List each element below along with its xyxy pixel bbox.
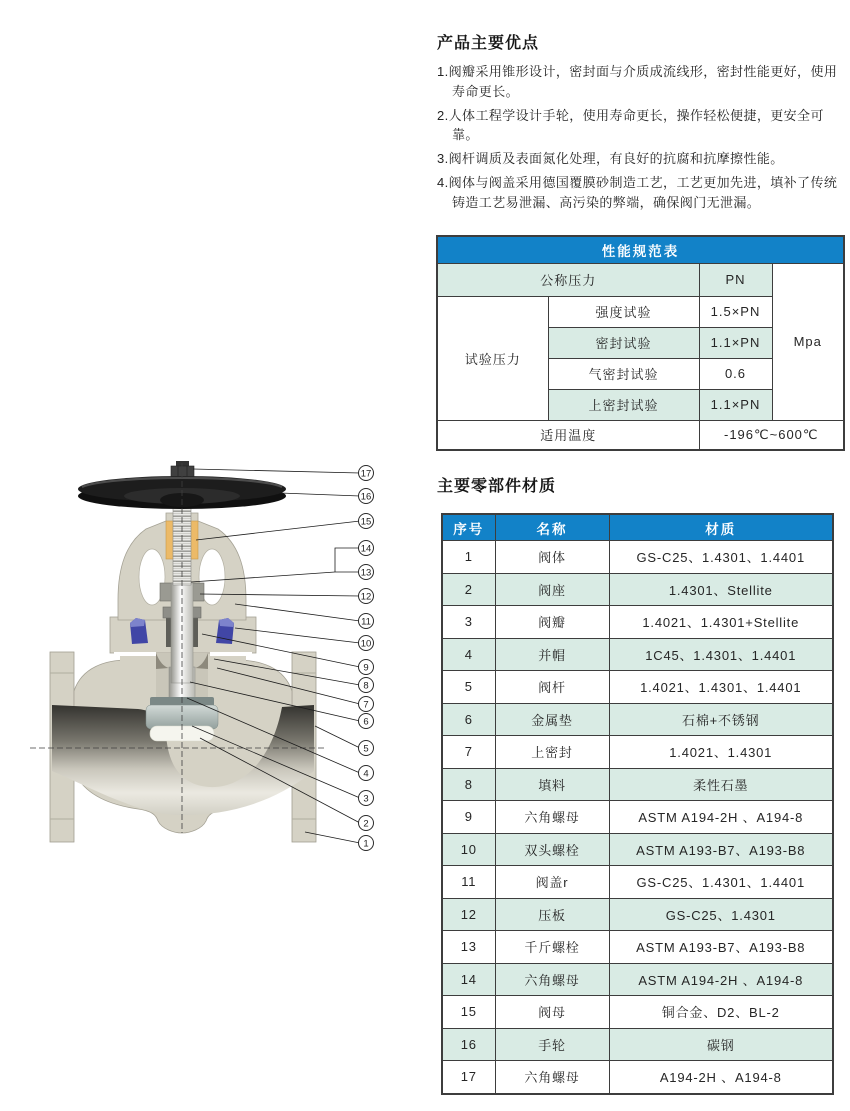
advantage-item-3: 3.阀杆调质及表面氮化处理，有良好的抗腐和抗摩擦性能。 — [437, 151, 784, 166]
row-name: 阀杆 — [495, 671, 609, 704]
row-material: 柔性石墨 — [609, 768, 833, 801]
row-no: 16 — [442, 1028, 495, 1061]
materials-header-no: 序号 — [442, 514, 495, 541]
callout-2 — [359, 816, 374, 831]
row-material: 1.4021、1.4301、1.4401 — [609, 671, 833, 704]
row-no: 13 — [442, 931, 495, 964]
table-row — [442, 736, 833, 769]
row-no: 11 — [442, 866, 495, 899]
svg-text:5: 5 — [363, 743, 369, 755]
row-no: 15 — [442, 996, 495, 1029]
table-row — [442, 1028, 833, 1061]
row-no: 6 — [442, 703, 495, 736]
row-name: 阀母 — [495, 996, 609, 1029]
row-no: 5 — [442, 671, 495, 704]
test-name-backseat: 上密封试验 — [548, 389, 699, 420]
row-name: 阀盖r — [495, 866, 609, 899]
row-name: 填料 — [495, 768, 609, 801]
row-no: 12 — [442, 898, 495, 931]
row-no: 4 — [442, 638, 495, 671]
row-material: ASTM A193-B7、A193-B8 — [609, 931, 833, 964]
table-row — [442, 573, 833, 606]
test-name-strength: 强度试验 — [548, 296, 699, 327]
svg-text:6: 6 — [363, 716, 369, 728]
advantages-title: 产品主要优点 — [437, 35, 540, 52]
callout-8 — [359, 678, 374, 693]
svg-text:1: 1 — [363, 838, 369, 850]
row-material: ASTM A193-B7、A193-B8 — [609, 833, 833, 866]
callout-16 — [359, 489, 374, 504]
advantage-item-4: 4.阀体与阀盖采用德国覆膜砂制造工艺，工艺更加先进，填补了传统铸造工艺易泄漏、高污染的弊端，确保阀门无泄漏。 — [437, 174, 838, 210]
row-material: 1C45、1.4301、1.4401 — [609, 638, 833, 671]
svg-text:10: 10 — [360, 638, 372, 650]
row-no: 17 — [442, 1061, 495, 1094]
row-material: GS-C25、1.4301、1.4401 — [609, 866, 833, 899]
row-name: 阀座 — [495, 573, 609, 606]
svg-text:11: 11 — [361, 616, 371, 628]
row-name: 上密封 — [495, 736, 609, 769]
performance-spec-table — [436, 235, 845, 451]
row-material: A194-2H 、A194-8 — [609, 1061, 833, 1094]
table-row — [442, 833, 833, 866]
callout-11 — [359, 614, 374, 629]
table-row — [442, 638, 833, 671]
test-value-seal: 1.1×PN — [699, 327, 772, 358]
gasket-gap-right — [210, 652, 252, 656]
row-name: 手轮 — [495, 1028, 609, 1061]
row-material: 1.4021、1.4301+Stellite — [609, 606, 833, 639]
svg-text:7: 7 — [363, 699, 369, 711]
callout-4 — [359, 766, 374, 781]
row-no: 9 — [442, 801, 495, 834]
callout-12 — [359, 589, 374, 604]
callout-9 — [359, 660, 374, 675]
svg-text:17: 17 — [360, 468, 372, 480]
row-no: 14 — [442, 963, 495, 996]
table-row — [442, 703, 833, 736]
row-name: 六角螺母 — [495, 801, 609, 834]
row-material: 石棉+不锈钢 — [609, 703, 833, 736]
row-name: 压板 — [495, 898, 609, 931]
svg-text:9: 9 — [363, 662, 369, 674]
row-material: 铜合金、D2、BL-2 — [609, 996, 833, 1029]
callouts — [359, 466, 374, 851]
test-value-airtight: 0.6 — [699, 358, 772, 389]
materials-table — [441, 513, 834, 1095]
table-row — [442, 671, 833, 704]
test-name-airtight: 气密封试验 — [548, 358, 699, 389]
row-name: 六角螺母 — [495, 963, 609, 996]
materials-title: 主要零部件材质 — [437, 478, 557, 495]
nominal-pressure-label: 公称压力 — [437, 263, 699, 296]
callout-10 — [359, 636, 374, 651]
advantages-section — [437, 30, 849, 216]
svg-text:16: 16 — [360, 491, 372, 503]
row-material: 碳钢 — [609, 1028, 833, 1061]
svg-text:12: 12 — [360, 591, 372, 603]
row-name: 千斤螺栓 — [495, 931, 609, 964]
table-row — [442, 963, 833, 996]
gasket-gap-left — [114, 652, 156, 656]
table-row — [442, 898, 833, 931]
callout-1 — [359, 836, 374, 851]
callout-6 — [359, 714, 374, 729]
valve-diagram — [30, 455, 378, 855]
callout-15 — [359, 514, 374, 529]
table-row — [442, 801, 833, 834]
svg-text:8: 8 — [363, 680, 369, 692]
spec-table-title: 性能规范表 — [437, 236, 844, 263]
callout-14 — [359, 541, 374, 556]
table-row — [442, 996, 833, 1029]
callout-3 — [359, 791, 374, 806]
callout-17 — [359, 466, 374, 481]
test-pressure-label: 试验压力 — [437, 296, 548, 420]
row-no: 2 — [442, 573, 495, 606]
nominal-pressure-value: PN — [699, 263, 772, 296]
svg-text:15: 15 — [360, 516, 372, 528]
row-material: ASTM A194-2H 、A194-8 — [609, 963, 833, 996]
row-name: 六角螺母 — [495, 1061, 609, 1094]
row-material: ASTM A194-2H 、A194-8 — [609, 801, 833, 834]
row-name: 金属垫 — [495, 703, 609, 736]
test-name-seal: 密封试验 — [548, 327, 699, 358]
row-no: 8 — [442, 768, 495, 801]
row-name: 并帽 — [495, 638, 609, 671]
row-name: 阀体 — [495, 541, 609, 574]
row-material: 1.4301、Stellite — [609, 573, 833, 606]
test-value-backseat: 1.1×PN — [699, 389, 772, 420]
table-row — [442, 541, 833, 574]
svg-text:4: 4 — [363, 768, 369, 780]
materials-header-name: 名称 — [495, 514, 609, 541]
callout-7 — [359, 697, 374, 712]
svg-text:2: 2 — [363, 818, 369, 830]
advantage-item-2: 2.人体工程学设计手轮，使用寿命更长，操作轻松便捷，更安全可靠。 — [437, 107, 824, 143]
temperature-value: -196℃~600℃ — [699, 420, 844, 450]
table-row — [442, 606, 833, 639]
materials-header-mat: 材质 — [609, 514, 833, 541]
table-row — [442, 931, 833, 964]
table-row — [442, 768, 833, 801]
row-no: 7 — [442, 736, 495, 769]
advantage-item-1: 1.阀瓣采用锥形设计，密封面与介质成流线形，密封性能更好，使用寿命更长。 — [437, 64, 838, 99]
pressure-unit: Mpa — [772, 263, 844, 420]
svg-text:14: 14 — [360, 543, 372, 555]
callout-13 — [359, 565, 374, 580]
row-no: 1 — [442, 541, 495, 574]
svg-text:3: 3 — [363, 793, 369, 805]
row-material: 1.4021、1.4301 — [609, 736, 833, 769]
test-value-strength: 1.5×PN — [699, 296, 772, 327]
row-material: GS-C25、1.4301 — [609, 898, 833, 931]
table-row — [442, 866, 833, 899]
callout-5 — [359, 741, 374, 756]
temperature-label: 适用温度 — [437, 420, 699, 450]
row-material: GS-C25、1.4301、1.4401 — [609, 541, 833, 574]
svg-text:13: 13 — [360, 567, 372, 579]
row-name: 双头螺栓 — [495, 833, 609, 866]
row-name: 阀瓣 — [495, 606, 609, 639]
table-row — [442, 1061, 833, 1094]
row-no: 3 — [442, 606, 495, 639]
row-no: 10 — [442, 833, 495, 866]
